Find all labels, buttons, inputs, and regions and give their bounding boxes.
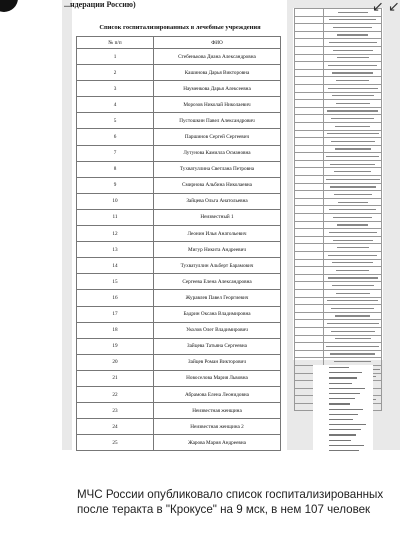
page2-cell-name bbox=[324, 183, 382, 191]
row-number: 2 bbox=[77, 65, 154, 81]
page2-cell-name bbox=[324, 16, 382, 24]
page2-cell-name bbox=[324, 100, 382, 108]
page2-row bbox=[295, 335, 382, 343]
avatar bbox=[0, 0, 18, 12]
document-page-2 bbox=[293, 8, 383, 360]
page2-cell-number bbox=[295, 229, 324, 237]
page2-cell-name bbox=[324, 289, 382, 297]
page2-cell-name bbox=[324, 282, 382, 290]
row-full-name: Зайцев Роман Викторович bbox=[154, 354, 281, 370]
col-number-header: № п/п bbox=[77, 37, 154, 49]
row-number: 23 bbox=[77, 403, 154, 419]
page2-cell-number bbox=[295, 115, 324, 123]
page3-row bbox=[313, 448, 373, 453]
row-full-name: Леонин Илья Анатольевич bbox=[154, 226, 281, 242]
page2-cell-number bbox=[295, 259, 324, 267]
page2-row bbox=[295, 84, 382, 92]
page2-row bbox=[295, 221, 382, 229]
page2-cell-name bbox=[324, 24, 382, 32]
page2-row bbox=[295, 282, 382, 290]
row-full-name: Бадрин Оксана Владимировна bbox=[154, 306, 281, 322]
page2-row bbox=[295, 69, 382, 77]
page2-cell-number bbox=[295, 168, 324, 176]
page2-row bbox=[295, 350, 382, 358]
row-number: 21 bbox=[77, 370, 154, 386]
page2-row bbox=[295, 343, 382, 351]
table-row bbox=[77, 290, 281, 306]
row-number: 18 bbox=[77, 322, 154, 338]
page2-row bbox=[295, 297, 382, 305]
row-full-name: Тухватуллин Альберт Барамович bbox=[154, 258, 281, 274]
page2-row bbox=[295, 289, 382, 297]
row-full-name: Журавлев Павел Георгиевич bbox=[154, 290, 281, 306]
page2-row bbox=[295, 31, 382, 39]
table-row bbox=[77, 419, 281, 435]
page2-row bbox=[295, 122, 382, 130]
page2-row bbox=[295, 214, 382, 222]
page2-cell-name bbox=[324, 327, 382, 335]
page2-cell-number bbox=[295, 84, 324, 92]
row-number: 15 bbox=[77, 274, 154, 290]
page2-cell-number bbox=[295, 62, 324, 70]
row-number: 14 bbox=[77, 258, 154, 274]
table-row bbox=[77, 354, 281, 370]
page2-row bbox=[295, 115, 382, 123]
table-row bbox=[77, 65, 281, 81]
page2-cell-number bbox=[295, 153, 324, 161]
table-row bbox=[77, 338, 281, 354]
page2-cell-name bbox=[324, 221, 382, 229]
row-full-name: Уколов Олег Владимирович bbox=[154, 322, 281, 338]
table-row bbox=[77, 145, 281, 161]
page2-cell-number bbox=[295, 122, 324, 130]
page2-cell-number bbox=[295, 100, 324, 108]
page2-cell-number bbox=[295, 297, 324, 305]
page2-cell-name bbox=[324, 153, 382, 161]
page2-cell-name bbox=[324, 198, 382, 206]
page2-cell-number bbox=[295, 252, 324, 260]
row-full-name: Неизвестная женщина bbox=[154, 403, 281, 419]
row-full-name: Зайцева Татьяна Сергеевна bbox=[154, 338, 281, 354]
page2-cell-name bbox=[324, 160, 382, 168]
row-full-name: Науменкова Дарья Алексеевна bbox=[154, 81, 281, 97]
page2-cell-number bbox=[295, 191, 324, 199]
page2-cell-name bbox=[324, 259, 382, 267]
table-row bbox=[77, 403, 281, 419]
page2-cell-name bbox=[324, 267, 382, 275]
page2-row bbox=[295, 138, 382, 146]
page2-row bbox=[295, 77, 382, 85]
page2-cell-name bbox=[324, 84, 382, 92]
row-number: 5 bbox=[77, 113, 154, 129]
row-full-name: Сергеева Елена Александровна bbox=[154, 274, 281, 290]
row-full-name: Паршинов Сергей Сергеевич bbox=[154, 129, 281, 145]
table-row bbox=[77, 81, 281, 97]
page2-cell-name bbox=[324, 229, 382, 237]
row-number: 11 bbox=[77, 209, 154, 225]
page2-cell-number bbox=[295, 183, 324, 191]
page2-row bbox=[295, 46, 382, 54]
page2-cell-name bbox=[324, 350, 382, 358]
page2-cell-name bbox=[324, 297, 382, 305]
page2-cell-name bbox=[324, 312, 382, 320]
row-number: 16 bbox=[77, 290, 154, 306]
page2-cell-name bbox=[324, 62, 382, 70]
row-number: 25 bbox=[77, 435, 154, 451]
page2-cell-number bbox=[295, 274, 324, 282]
row-number: 12 bbox=[77, 226, 154, 242]
page2-cell-number bbox=[295, 305, 324, 313]
page2-cell-number bbox=[295, 69, 324, 77]
page2-cell-number bbox=[295, 343, 324, 351]
page2-cell-name bbox=[324, 122, 382, 130]
page2-row bbox=[295, 259, 382, 267]
row-full-name: Смирнова Альбина Николаевна bbox=[154, 177, 281, 193]
row-full-name: Морозов Николай Николаевич bbox=[154, 97, 281, 113]
page2-cell-number bbox=[295, 221, 324, 229]
row-number: 1 bbox=[77, 49, 154, 65]
document-page-3 bbox=[313, 365, 373, 460]
page2-row bbox=[295, 320, 382, 328]
page2-cell-name bbox=[324, 335, 382, 343]
col-name-header: ФИО bbox=[154, 37, 281, 49]
page2-cell-name bbox=[324, 206, 382, 214]
page2-cell-number bbox=[295, 24, 324, 32]
page2-row bbox=[295, 145, 382, 153]
page2-cell-number bbox=[295, 130, 324, 138]
page2-row bbox=[295, 39, 382, 47]
row-full-name: Лутунова Камилла Османовна bbox=[154, 145, 281, 161]
page2-cell-name bbox=[324, 92, 382, 100]
table-row bbox=[77, 209, 281, 225]
table-header-row bbox=[77, 37, 281, 49]
table-row bbox=[77, 242, 281, 258]
table-row bbox=[77, 129, 281, 145]
page2-cell-name bbox=[324, 54, 382, 62]
arrow-icon-2: ↙ bbox=[388, 0, 400, 15]
page2-row bbox=[295, 168, 382, 176]
page2-row bbox=[295, 236, 382, 244]
row-number: 6 bbox=[77, 129, 154, 145]
table-row bbox=[77, 370, 281, 386]
document-header-fragment: ...ндерации Россию) bbox=[64, 0, 136, 9]
page2-row bbox=[295, 183, 382, 191]
page2-row bbox=[295, 267, 382, 275]
row-full-name: Тухватуллина Светлана Петровна bbox=[154, 161, 281, 177]
page2-cell-number bbox=[295, 312, 324, 320]
page2-cell-number bbox=[295, 92, 324, 100]
page2-row bbox=[295, 274, 382, 282]
table-row bbox=[77, 258, 281, 274]
row-full-name: Пустошкин Павел Александрович bbox=[154, 113, 281, 129]
row-full-name: Кашинова Дарья Викторовна bbox=[154, 65, 281, 81]
page2-row bbox=[295, 252, 382, 260]
page2-cell-number bbox=[295, 335, 324, 343]
page2-cell-number bbox=[295, 320, 324, 328]
hospitalized-table bbox=[76, 36, 281, 451]
row-full-name: Неизвестная женщина 2 bbox=[154, 419, 281, 435]
page2-row bbox=[295, 130, 382, 138]
page2-row bbox=[295, 176, 382, 184]
page2-row bbox=[295, 92, 382, 100]
page2-cell-number bbox=[295, 282, 324, 290]
arrow-icon: ↙ bbox=[372, 0, 384, 15]
table-row bbox=[77, 113, 281, 129]
page2-row bbox=[295, 9, 382, 17]
page2-cell-number bbox=[295, 145, 324, 153]
row-full-name: Жарова Мария Андреевна bbox=[154, 435, 281, 451]
page2-cell-number bbox=[295, 206, 324, 214]
page2-row bbox=[295, 327, 382, 335]
table-row bbox=[77, 386, 281, 402]
page2-cell-name bbox=[324, 69, 382, 77]
page2-row bbox=[295, 312, 382, 320]
post-caption: МЧС России опубликовало список госпитализированных после теракта в "Крокусе" на 9 мск, в нем 107 человек bbox=[77, 488, 384, 516]
page2-row bbox=[295, 100, 382, 108]
page2-cell-name bbox=[324, 343, 382, 351]
page2-cell-name bbox=[324, 214, 382, 222]
page2-cell-name bbox=[324, 274, 382, 282]
page2-row bbox=[295, 62, 382, 70]
row-number: 17 bbox=[77, 306, 154, 322]
table-row bbox=[77, 193, 281, 209]
row-full-name: Абрамова Елена Леонидовна bbox=[154, 386, 281, 402]
page2-cell-name bbox=[324, 252, 382, 260]
row-full-name: Мигур Никита Андреевич bbox=[154, 242, 281, 258]
page2-cell-name bbox=[324, 244, 382, 252]
row-full-name: Новоселова Мария Львовна bbox=[154, 370, 281, 386]
row-full-name: Стебенькова Диана Александровна bbox=[154, 49, 281, 65]
row-number: 10 bbox=[77, 193, 154, 209]
row-number: 22 bbox=[77, 386, 154, 402]
page2-row bbox=[295, 191, 382, 199]
page2-cell-name bbox=[324, 191, 382, 199]
page2-row bbox=[295, 24, 382, 32]
page2-cell-name bbox=[324, 138, 382, 146]
page2-cell-number bbox=[295, 267, 324, 275]
page2-cell-name bbox=[324, 176, 382, 184]
page2-cell-name bbox=[324, 46, 382, 54]
page2-cell-name bbox=[324, 320, 382, 328]
row-number: 7 bbox=[77, 145, 154, 161]
row-full-name: Зайцева Ольга Анатольевна bbox=[154, 193, 281, 209]
page2-cell-number bbox=[295, 214, 324, 222]
page2-cell-number bbox=[295, 160, 324, 168]
table-row bbox=[77, 306, 281, 322]
table-row bbox=[77, 226, 281, 242]
row-number: 13 bbox=[77, 242, 154, 258]
table-row bbox=[77, 49, 281, 65]
page2-row bbox=[295, 229, 382, 237]
page2-row bbox=[295, 244, 382, 252]
page2-row bbox=[295, 16, 382, 24]
row-number: 4 bbox=[77, 97, 154, 113]
page2-cell-number bbox=[295, 54, 324, 62]
page2-cell-number bbox=[295, 289, 324, 297]
table-row bbox=[77, 322, 281, 338]
table-row bbox=[77, 435, 281, 451]
page2-cell-number bbox=[295, 244, 324, 252]
page2-cell-name bbox=[324, 130, 382, 138]
page2-row bbox=[295, 54, 382, 62]
page2-cell-number bbox=[295, 107, 324, 115]
page2-cell-number bbox=[295, 16, 324, 24]
page2-cell-name bbox=[324, 115, 382, 123]
row-number: 8 bbox=[77, 161, 154, 177]
page2-cell-number bbox=[295, 31, 324, 39]
row-number: 19 bbox=[77, 338, 154, 354]
row-number: 24 bbox=[77, 419, 154, 435]
page2-cell-number bbox=[295, 138, 324, 146]
page2-row bbox=[295, 305, 382, 313]
list-title: Список госпитализированных в лечебные учреждения bbox=[99, 24, 261, 31]
page2-cell-name bbox=[324, 305, 382, 313]
row-full-name: Неизвестный 1 bbox=[154, 209, 281, 225]
page2-row bbox=[295, 206, 382, 214]
page2-cell-name bbox=[324, 145, 382, 153]
row-number: 20 bbox=[77, 354, 154, 370]
table-row bbox=[77, 161, 281, 177]
page2-cell-number bbox=[295, 236, 324, 244]
page2-row bbox=[295, 160, 382, 168]
page2-cell-name bbox=[324, 39, 382, 47]
row-number: 3 bbox=[77, 81, 154, 97]
page2-cell-number bbox=[295, 176, 324, 184]
page2-cell-number bbox=[295, 46, 324, 54]
table-row bbox=[77, 274, 281, 290]
page2-row bbox=[295, 153, 382, 161]
page2-cell-name bbox=[324, 236, 382, 244]
page2-cell-number bbox=[295, 198, 324, 206]
row-number: 9 bbox=[77, 177, 154, 193]
page2-cell-name bbox=[324, 31, 382, 39]
page2-cell-number bbox=[295, 350, 324, 358]
page2-row bbox=[295, 107, 382, 115]
page2-cell-number bbox=[295, 39, 324, 47]
table-row bbox=[77, 177, 281, 193]
page2-cell-number bbox=[295, 77, 324, 85]
page2-cell-name bbox=[324, 107, 382, 115]
page2-cell-number bbox=[295, 327, 324, 335]
page2-cell-name bbox=[324, 168, 382, 176]
page2-cell-name bbox=[324, 77, 382, 85]
table-row bbox=[77, 97, 281, 113]
page2-cell-number bbox=[295, 9, 324, 17]
page2-row bbox=[295, 198, 382, 206]
